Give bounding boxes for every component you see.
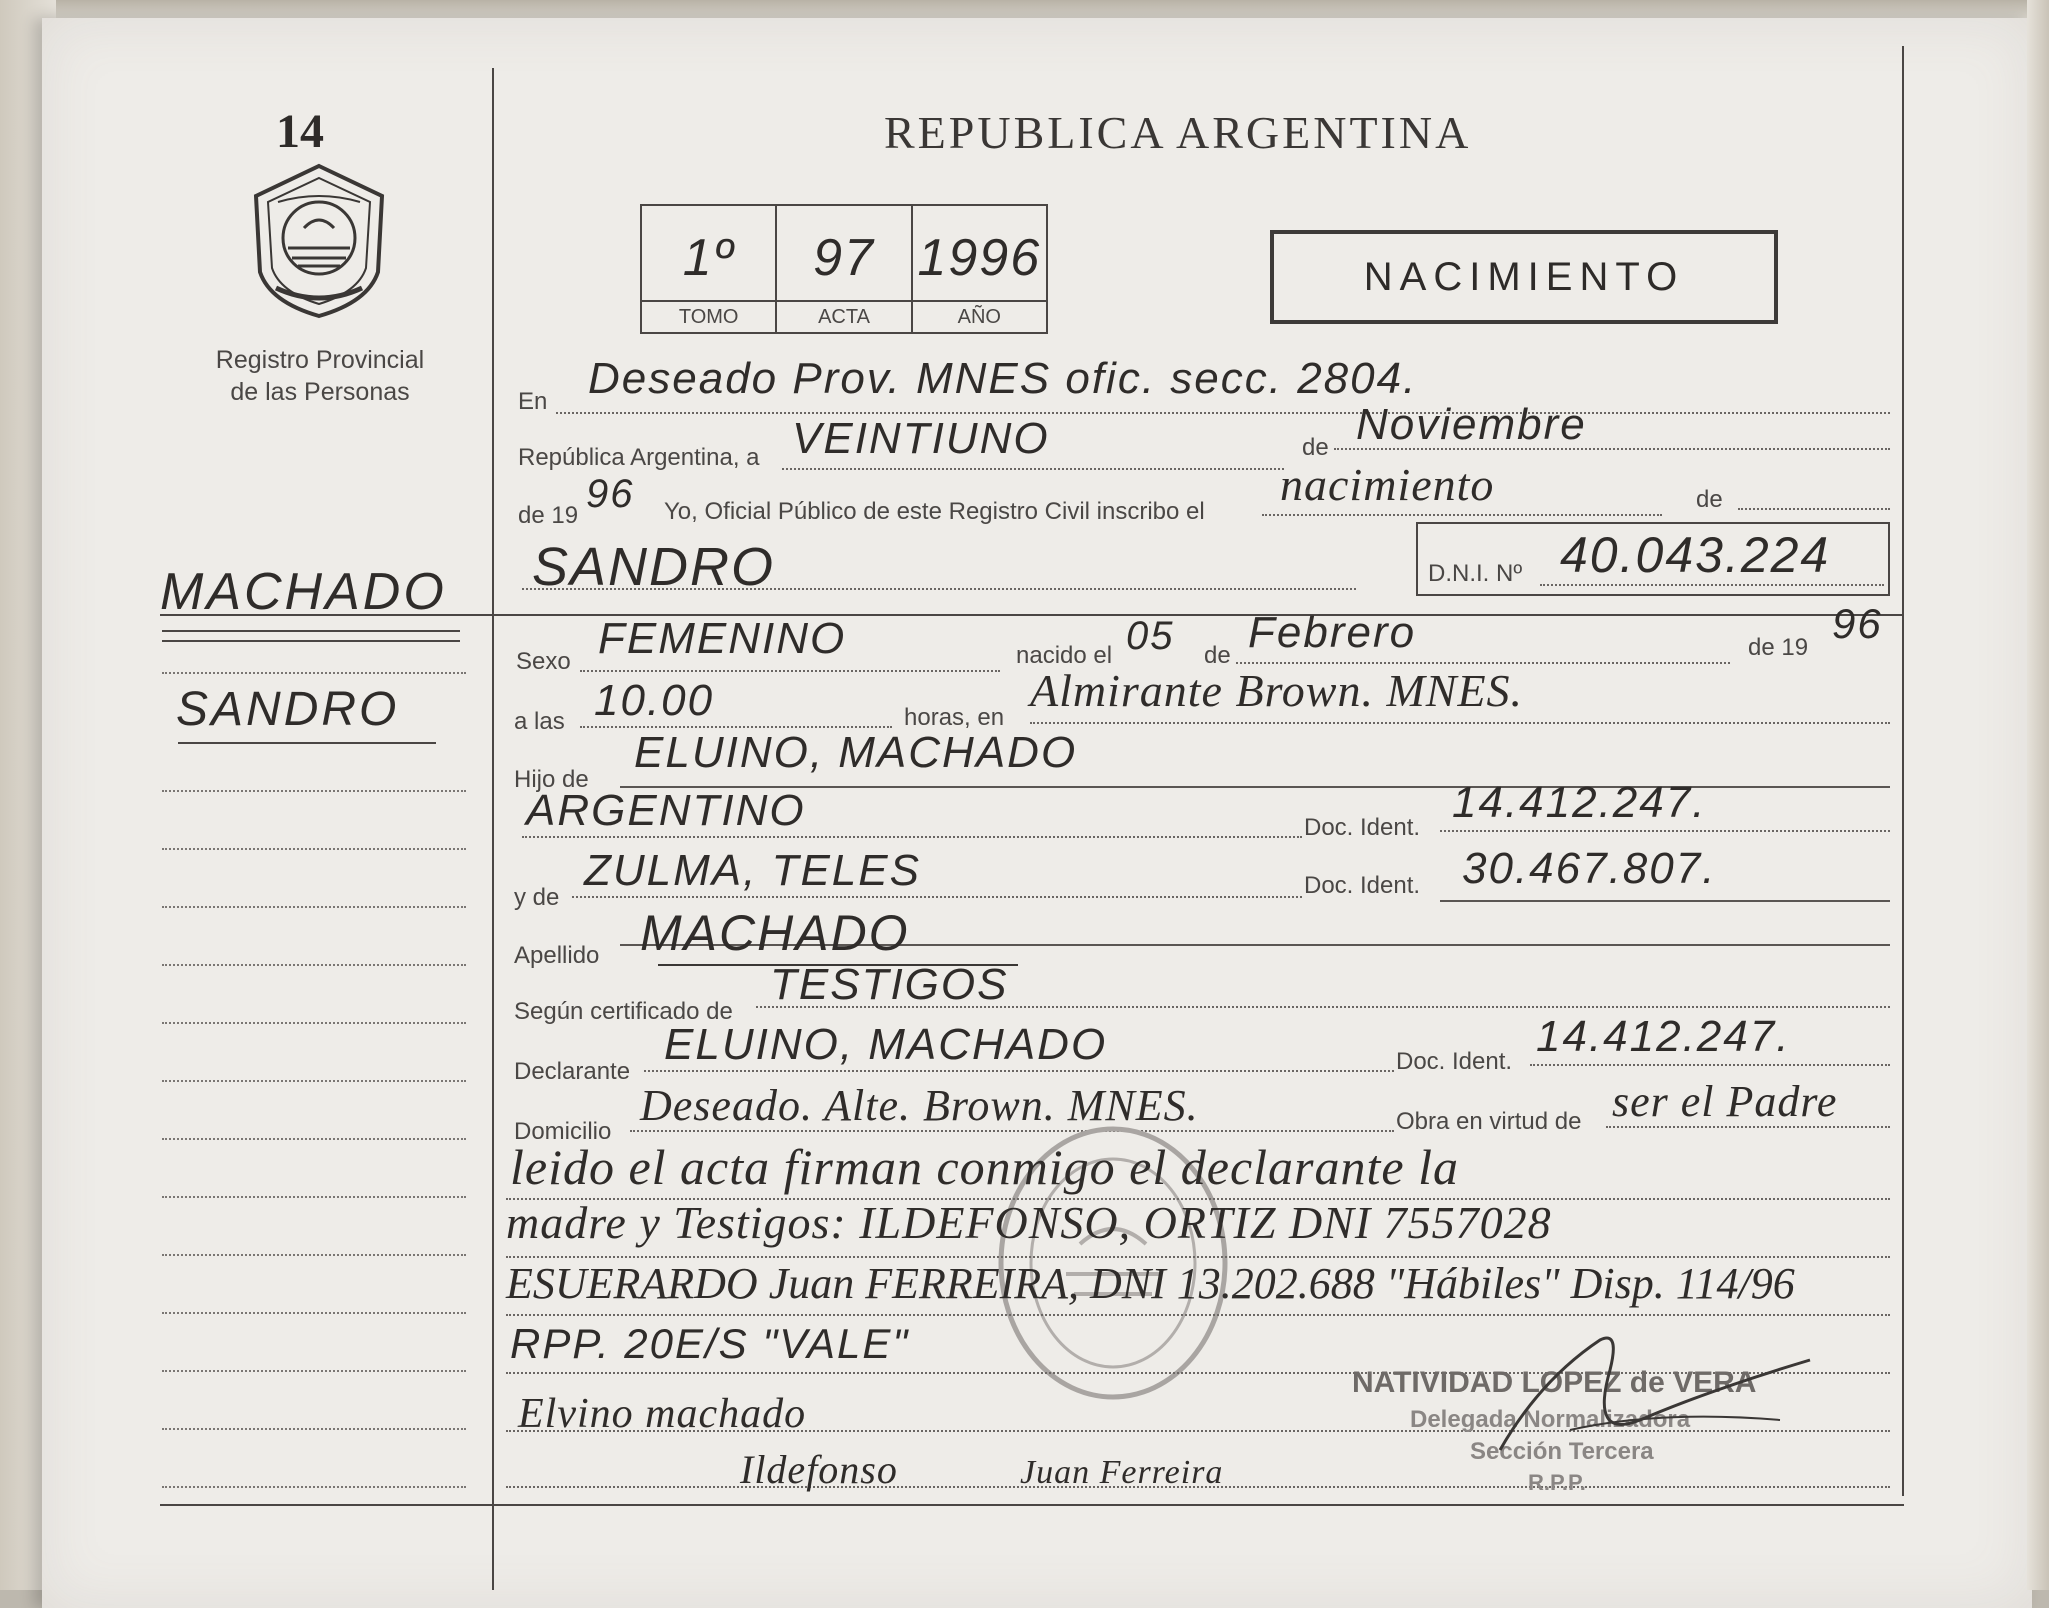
domicilio-value: Deseado. Alte. Brown. MNES. [640,1081,1199,1130]
year-value: 96 [586,472,635,516]
de-label-3: de [1204,642,1231,669]
left-dotted-line [162,964,466,966]
apellido-value: MACHADO [640,905,910,961]
domicilio-label: Domicilio [514,1118,612,1145]
left-dotted-line [162,1428,466,1430]
left-dotted-line [162,1138,466,1140]
horas-label: horas, en [904,704,1005,731]
dni-line [1540,584,1884,586]
place-value: Almirante Brown. MNES. [1030,665,1524,716]
day-line [782,468,1284,470]
mother-line [572,896,1302,898]
reference-table [640,204,1048,334]
stamp-role-line3: R.P.P. [1528,1470,1586,1495]
segun-label: Según certificado de [514,998,733,1025]
nacido-label: nacido el [1016,642,1113,669]
sexo-label: Sexo [516,648,571,675]
top-scan-shadow [56,0,2049,18]
left-dotted-line [162,1022,466,1024]
segun-value: TESTIGOS [770,960,1009,1009]
act-type-box: NACIMIENTO [1270,230,1778,324]
left-dotted-line [162,1080,466,1082]
right-border [1902,46,1904,1496]
en-value: Deseado Prov. MNES ofic. secc. 2804. [588,354,1418,403]
de-label: de [1302,434,1329,461]
declarante-signature: Elvino machado [518,1391,807,1437]
declarante-doc-value: 14.412.247. [1536,1012,1791,1061]
left-dotted-line [162,1312,466,1314]
republica-label: República Argentina, a [518,444,760,471]
hour-value: 10.00 [594,676,715,725]
de19-label-2: de 19 [1748,634,1809,661]
right-page-edge [2027,0,2049,1590]
registry-name-line1: Registro Provincial [215,346,425,374]
official-signature-scribble-icon [1480,1300,1820,1460]
declarante-value: ELUINO, MACHADO [664,1020,1108,1069]
second-witness-signature: Juan Ferreira [1020,1454,1224,1491]
stamp-role-line2: Sección Tercera [1470,1438,1654,1465]
yde-label: y de [514,884,560,911]
de19-label: de 19 [518,502,579,529]
sexo-line [580,670,1000,672]
mother-value: ZULMA, TELES [584,846,921,895]
father-value: ELUINO, MACHADO [634,728,1078,777]
doc-ident-label: Doc. Ident. [1304,814,1421,841]
surname-underline-2 [162,640,460,642]
anio-label: AÑO [913,300,1046,332]
declarante-doc-line [1530,1064,1890,1066]
de-line [1738,508,1890,510]
father-nationality-value: ARGENTINO [526,786,806,835]
left-given-name: SANDRO [176,683,400,736]
anio-value: 1996 [917,229,1042,287]
oficial-text: Yo, Oficial Público de este Registro Civil inscribo el [664,498,1205,525]
doc-ident-label-2: Doc. Ident. [1304,872,1421,899]
month-value: Noviembre [1356,400,1587,449]
obs-line-1-text: leido el acta firman conmigo el declarante la [510,1139,1459,1195]
birth-year-value: 96 [1832,600,1883,647]
tomo-label: TOMO [642,300,775,332]
sexo-value: FEMENINO [598,614,847,663]
tomo-cell [642,206,777,332]
registry-name-line2: de las Personas [230,378,410,406]
birth-month-value: Febrero [1248,608,1417,657]
de-label-2: de [1696,486,1723,513]
country-title: REPUBLICA ARGENTINA [884,107,1472,158]
en-line [556,412,1890,414]
column-divider [492,68,494,1590]
acta-cell [777,206,912,332]
obs-line-3-text: ESUERARDO Juan FERREIRA, DNI 13.202.688 "Hábiles" Disp. 114/96 [506,1259,1795,1308]
left-dotted-line [162,790,466,792]
page-number: 14 [276,105,324,158]
en-label: En [518,388,548,415]
surname-underline [162,630,460,632]
obra-label: Obra en virtud de [1396,1108,1582,1135]
apellido-label: Apellido [514,942,600,969]
left-dotted-line [162,906,466,908]
acta-value: 97 [813,229,875,287]
left-dotted-line [162,848,466,850]
obs-line-2-text: madre y Testigos: ILDEFONSO, ORTIZ DNI 7557028 [506,1197,1552,1248]
birth-day-value: 05 [1126,614,1175,658]
left-dotted-line [162,1254,466,1256]
nationality-line [522,836,1302,838]
obs-line-4-text: RPP. 20E/S "VALE" [510,1320,910,1367]
registry-name [180,344,460,408]
dni-label: D.N.I. Nº [1428,560,1523,587]
day-value: VEINTIUNO [792,414,1050,463]
bottom-separator [160,1504,1904,1506]
stamp-role-line1: Delegada Normalizadora [1410,1406,1691,1433]
provincial-seal-icon [248,162,390,320]
inscribe-line [1262,514,1662,516]
father-doc-line [1440,830,1890,832]
declarante-line [644,1070,1394,1072]
hijo-label: Hijo de [514,766,589,793]
anio-cell [913,206,1046,332]
obra-value: ser el Padre [1612,1077,1838,1126]
inscribe-value: nacimiento [1280,459,1495,510]
left-dotted-line [162,1370,466,1372]
given-name-underline [178,742,436,744]
doc-ident-label-3: Doc. Ident. [1396,1048,1513,1075]
declarante-label: Declarante [514,1058,631,1085]
place-line [1030,722,1890,724]
mother-doc-line [1440,900,1890,902]
left-surname: MACHADO [160,563,447,621]
left-dotted-line [162,672,466,674]
tomo-value: 1º [682,229,735,287]
name-value: SANDRO [532,537,776,597]
left-dotted-line [162,1196,466,1198]
alas-label: a las [514,708,565,735]
stamp-official-name: NATIVIDAD LOPEZ de VERA [1352,1366,1757,1399]
witness-signature: Ildefonso [740,1447,898,1492]
left-dotted-line [162,1486,466,1488]
father-doc-value: 14.412.247. [1452,778,1707,827]
dni-value: 40.043.224 [1560,527,1831,583]
mother-doc-value: 30.467.807. [1462,844,1717,893]
acta-label: ACTA [777,300,910,332]
